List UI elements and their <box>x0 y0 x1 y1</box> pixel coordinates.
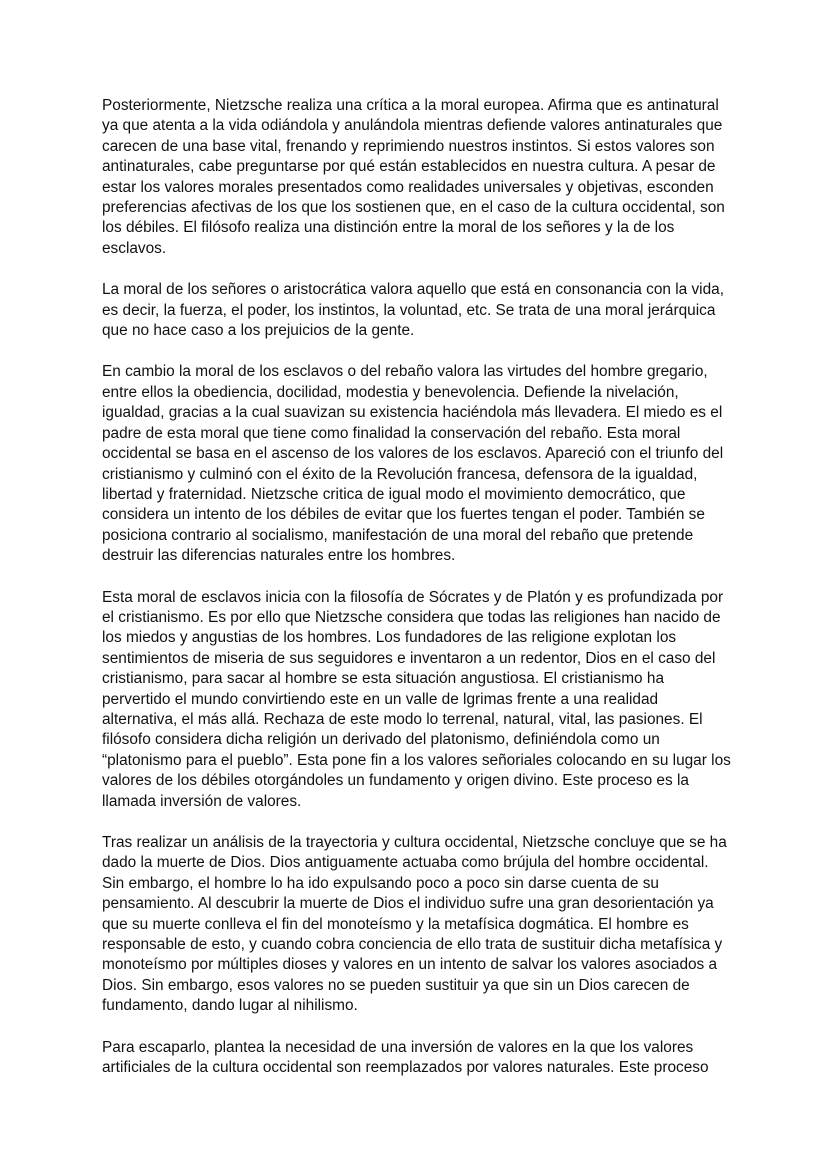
paragraph-socrates-platon: Esta moral de esclavos inicia con la filosofía de Sócrates y de Platón y es profundizada por el cristianismo. Es por ello que Nietzsche considera que todas las religiones han nacido de los miedos y angustias de los hombres. Los fundadores de las religione explotan los sentimientos de miseria de sus seguidores e inventaron a un redentor, Dios en el caso del cristianismo, para sacar al hombre se esta situación angustiosa. El cristianismo ha pervertido el mundo convirtiendo este en un valle de lgrimas frente a una realidad alternativa, el más allá. Rechaza de este modo lo terrenal, natural, vital, las pasiones. El filósofo considera dicha religión un derivado del platonismo, definiéndola como un “platonismo para el pueblo”. Esta pone fin a los valores señoriales colocando en su lugar los valores de los débiles otorgándoles un fundamento y origen divino. Este proceso es la llamada inversión de valores. <box>102 588 731 810</box>
document-page <box>102 96 734 1099</box>
paragraph-moral-senores: La moral de los señores o aristocrática valora aquello que está en consonancia con la vida, es decir, la fuerza, el poder, los instintos, la voluntad, etc. Se trata de una moral jerárquica que no hace caso a los prejuicios de la gente. <box>102 281 724 340</box>
paragraph-critica-moral: Posteriormente, Nietzsche realiza una crítica a la moral europea. Afirma que es antinatural ya que atenta a la vida odiándola y anulándola mientras defiende valores antinaturales que carecen de una base vital, frenando y reprimiendo nuestros instintos. Si estos valores son antinaturales, cabe preguntarse por qué están establecidos en nuestra cultura. A pesar de estar los valores morales presentados como realidades universales y objetivas, esconden preferencias afectivas de los que los sostienen que, en el caso de la cultura occidental, son los débiles. El filósofo realiza una distinción entre la moral de los señores y la de los esclavos. <box>102 97 725 257</box>
paragraph-muerte-dios: Tras realizar un análisis de la trayectoria y cultura occidental, Nietzsche concluye que se ha dado la muerte de Dios. Dios antiguamente actuaba como brújula del hombre occidental. Sin embargo, el hombre lo ha ido expulsando poco a poco sin darse cuenta de su pensamiento. Al descubrir la muerte de Dios el individuo sufre una gran desorientación ya que su muerte conlleva el fin del monoteísmo y la metafísica dogmática. El hombre es responsable de esto, y cuando cobra conciencia de ello trata de sustituir dicha metafísica y monoteísmo por múltiples dioses y valores en un intento de salvar los valores asociados a Dios. Sin embargo, esos valores no se pueden sustituir ya que sin un Dios carecen de fundamento, dando lugar al nihilismo. <box>102 834 727 1015</box>
paragraph-moral-esclavos: En cambio la moral de los esclavos o del rebaño valora las virtudes del hombre gregario, entre ellos la obediencia, docilidad, modestia y benevolencia. Defiende la nivelación, igualdad, gracias a la cual suavizan su existencia haciéndola más llevadera. El miedo es el padre de esta moral que tiene como finalidad la conservación del rebaño. Esta moral occidental se basa en el ascenso de los valores de los esclavos. Apareció con el triunfo del cristianismo y culminó con el éxito de la Revolución francesa, defensora de la igualdad, libertad y fraternidad. Nietzsche critica de igual modo el movimiento democrático, que considera un intento de los débiles de evitar que los fuertes tengan el poder. También se posiciona contrario al socialismo, manifestación de una moral del rebaño que pretende destruir las diferencias naturales entre los hombres. <box>102 363 724 565</box>
paragraph-inversion-valores: Para escaparlo, plantea la necesidad de una inversión de valores en la que los valores artificiales de la cultura occidental son reemplazados por valores naturales. Este proceso <box>102 1038 709 1077</box>
